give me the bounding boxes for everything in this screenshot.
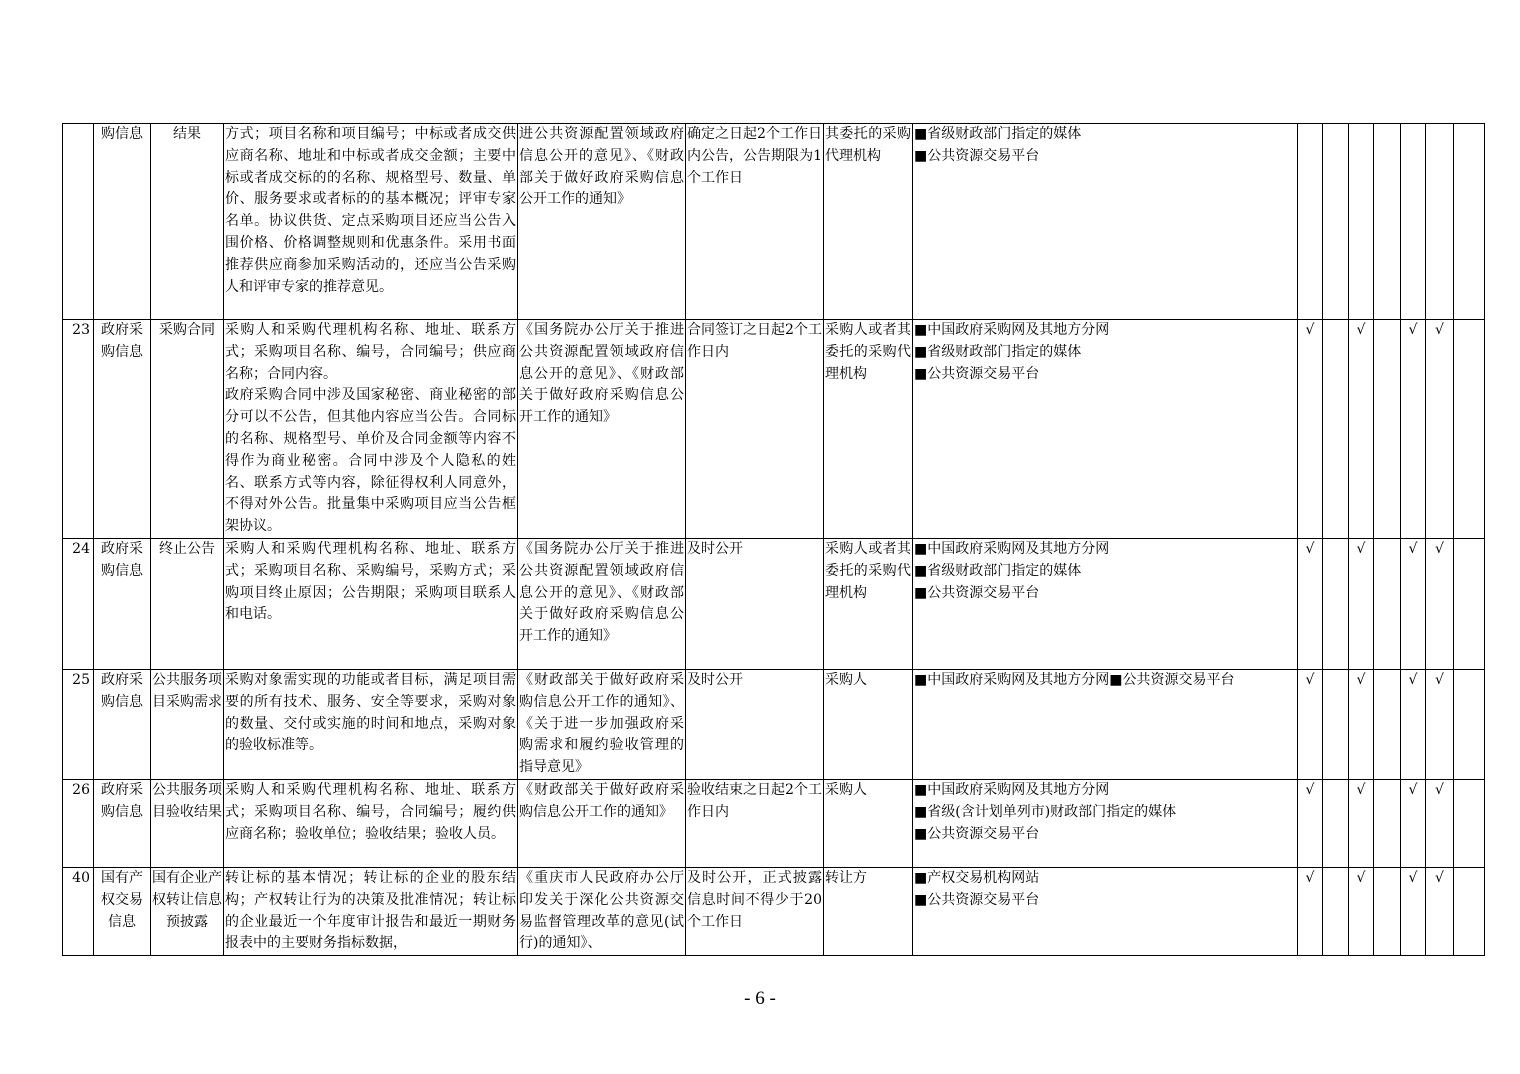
timing-cell: 及时公开 bbox=[686, 538, 824, 669]
content-cell: 采购人和采购代理机构名称、地址、联系方式；采购项目名称、编号，合同编号；供应商名称；合同内容。 政府采购合同中涉及国家秘密、商业秘密的部分可以不公告，但其他内容应当公告。合同标的名称、规格型号、单价及合同金额等内容不得作为商业秘密。合同中涉及个人隐私的姓名、联系方式等内容，除征得权利人同意外，不得对外公告。批量集中采购项目应当公告框架协议。 bbox=[224, 320, 518, 539]
check-cell: √ bbox=[1298, 320, 1323, 539]
subject-cell: 采购人或者其委托的采购代理机构 bbox=[824, 538, 913, 669]
subject-cell: 转让方 bbox=[824, 867, 913, 955]
check-cell bbox=[1298, 124, 1323, 320]
timing-cell: 确定之日起2个工作日内公告，公告期限为1个工作日 bbox=[686, 124, 824, 320]
check-cell bbox=[1401, 124, 1426, 320]
channel-cell: ■中国政府采购网及其地方分网 ■省级财政部门指定的媒体 ■公共资源交易平台 bbox=[913, 320, 1298, 539]
subject-cell: 其委托的采购代理机构 bbox=[824, 124, 913, 320]
basis-cell: 《财政部关于做好政府采购信息公开工作的通知》 bbox=[518, 779, 686, 867]
timing-cell: 及时公开，正式披露信息时间不得少于20个工作日 bbox=[686, 867, 824, 955]
check-cell: √ bbox=[1426, 867, 1454, 955]
check-cell: √ bbox=[1349, 320, 1374, 539]
basis-cell: 《重庆市人民政府办公厅印发关于深化公共资源交易监督管理改革的意见(试行)的通知》、 bbox=[518, 867, 686, 955]
category-cell: 政府采购信息 bbox=[94, 669, 151, 779]
channel-cell: ■省级财政部门指定的媒体 ■公共资源交易平台 bbox=[913, 124, 1298, 320]
subject-cell: 采购人 bbox=[824, 779, 913, 867]
category-cell: 政府采购信息 bbox=[94, 538, 151, 669]
check-cell bbox=[1323, 320, 1349, 539]
basis-cell: 《国务院办公厅关于推进公共资源配置领域政府信息公开的意见》、《财政部关于做好政府采购信息公开工作的通知》 bbox=[518, 320, 686, 539]
check-cell bbox=[1454, 669, 1485, 779]
table-row bbox=[63, 538, 1485, 669]
check-cell: √ bbox=[1401, 669, 1426, 779]
basis-cell: 《国务院办公厅关于推进公共资源配置领域政府信息公开的意见》、《财政部关于做好政府采购信息公开工作的通知》 bbox=[518, 538, 686, 669]
check-cell: √ bbox=[1349, 779, 1374, 867]
content-cell: 转让标的基本情况；转让标的企业的股东结构；产权转让行为的决策及批准情况；转让标的企业最近一个年度审计报告和最近一期财务报表中的主要财务指标数据， bbox=[224, 867, 518, 955]
item-cell: 国有企业产权转让信息预披露 bbox=[151, 867, 224, 955]
subject-cell: 采购人 bbox=[824, 669, 913, 779]
channel-cell: ■中国政府采购网及其地方分网■公共资源交易平台 bbox=[913, 669, 1298, 779]
check-cell bbox=[1374, 124, 1401, 320]
timing-cell: 及时公开 bbox=[686, 669, 824, 779]
check-cell bbox=[1323, 779, 1349, 867]
row-number: 25 bbox=[63, 669, 94, 779]
check-cell: √ bbox=[1298, 538, 1323, 669]
subject-cell: 采购人或者其委托的采购代理机构 bbox=[824, 320, 913, 539]
check-cell: √ bbox=[1349, 538, 1374, 669]
content-cell: 方式；项目名称和项目编号；中标或者成交供应商名称、地址和中标或者成交金额；主要中标或者成交标的的名称、规格型号、数量、单价、服务要求或者标的的基本概况；评审专家名单。协议供货、定点采购项目还应当公告入围价格、价格调整规则和优惠条件。采用书面推荐供应商参加采购活动的，还应当公告采购人和评审专家的推荐意见。 bbox=[224, 124, 518, 320]
row-number: 26 bbox=[63, 779, 94, 867]
row-number: 24 bbox=[63, 538, 94, 669]
check-cell: √ bbox=[1401, 320, 1426, 539]
check-cell: √ bbox=[1349, 867, 1374, 955]
check-cell: √ bbox=[1298, 779, 1323, 867]
row-number: 40 bbox=[63, 867, 94, 955]
page-number: - 6 - bbox=[744, 988, 776, 1009]
check-cell bbox=[1454, 320, 1485, 539]
content-cell: 采购对象需实现的功能或者目标，满足项目需要的所有技术、服务、安全等要求，采购对象的数量、交付或实施的时间和地点，采购对象的验收标准等。 bbox=[224, 669, 518, 779]
check-cell bbox=[1454, 779, 1485, 867]
channel-cell: ■中国政府采购网及其地方分网 ■省级(含计划单列市)财政部门指定的媒体 ■公共资源交易平台 bbox=[913, 779, 1298, 867]
check-cell: √ bbox=[1401, 779, 1426, 867]
check-cell bbox=[1454, 867, 1485, 955]
table-row bbox=[63, 124, 1485, 320]
row-number bbox=[63, 124, 94, 320]
check-cell bbox=[1426, 124, 1454, 320]
channel-cell: ■中国政府采购网及其地方分网 ■省级财政部门指定的媒体 ■公共资源交易平台 bbox=[913, 538, 1298, 669]
basis-cell: 进公共资源配置领域政府信息公开的意见》、《财政部关于做好政府采购信息公开工作的通知》 bbox=[518, 124, 686, 320]
check-cell: √ bbox=[1426, 779, 1454, 867]
table-row bbox=[63, 779, 1485, 867]
item-cell: 结果 bbox=[151, 124, 224, 320]
check-cell bbox=[1454, 538, 1485, 669]
item-cell: 终止公告 bbox=[151, 538, 224, 669]
check-cell bbox=[1374, 320, 1401, 539]
check-cell: √ bbox=[1298, 669, 1323, 779]
timing-cell: 验收结束之日起2个工作日内 bbox=[686, 779, 824, 867]
category-cell: 国有产权交易信息 bbox=[94, 867, 151, 955]
basis-cell: 《财政部关于做好政府采购信息公开工作的通知》、《关于进一步加强政府采购需求和履约验收管理的指导意见》 bbox=[518, 669, 686, 779]
item-cell: 公共服务项目采购需求 bbox=[151, 669, 224, 779]
timing-cell: 合同签订之日起2个工作日内 bbox=[686, 320, 824, 539]
check-cell: √ bbox=[1401, 867, 1426, 955]
check-cell bbox=[1374, 867, 1401, 955]
check-cell bbox=[1323, 124, 1349, 320]
check-cell: √ bbox=[1426, 669, 1454, 779]
category-cell: 政府采购信息 bbox=[94, 320, 151, 539]
disclosure-table bbox=[62, 123, 1485, 956]
item-cell: 采购合同 bbox=[151, 320, 224, 539]
check-cell: √ bbox=[1426, 538, 1454, 669]
check-cell bbox=[1374, 669, 1401, 779]
check-cell bbox=[1323, 867, 1349, 955]
row-number: 23 bbox=[63, 320, 94, 539]
check-cell bbox=[1454, 124, 1485, 320]
check-cell: √ bbox=[1426, 320, 1454, 539]
check-cell bbox=[1323, 669, 1349, 779]
check-cell bbox=[1349, 124, 1374, 320]
check-cell: √ bbox=[1298, 867, 1323, 955]
item-cell: 公共服务项目验收结果 bbox=[151, 779, 224, 867]
check-cell: √ bbox=[1401, 538, 1426, 669]
check-cell: √ bbox=[1349, 669, 1374, 779]
category-cell: 政府采购信息 bbox=[94, 779, 151, 867]
content-cell: 采购人和采购代理机构名称、地址、联系方式；采购项目名称、采购编号，采购方式；采购项目终止原因；公告期限；采购项目联系人和电话。 bbox=[224, 538, 518, 669]
check-cell bbox=[1374, 538, 1401, 669]
channel-cell: ■产权交易机构网站 ■公共资源交易平台 bbox=[913, 867, 1298, 955]
table-row bbox=[63, 669, 1485, 779]
check-cell bbox=[1374, 779, 1401, 867]
content-cell: 采购人和采购代理机构名称、地址、联系方式；采购项目名称、编号，合同编号；履约供应商名称；验收单位；验收结果；验收人员。 bbox=[224, 779, 518, 867]
check-cell bbox=[1323, 538, 1349, 669]
table-row bbox=[63, 867, 1485, 955]
table-row bbox=[63, 320, 1485, 539]
category-cell: 购信息 bbox=[94, 124, 151, 320]
